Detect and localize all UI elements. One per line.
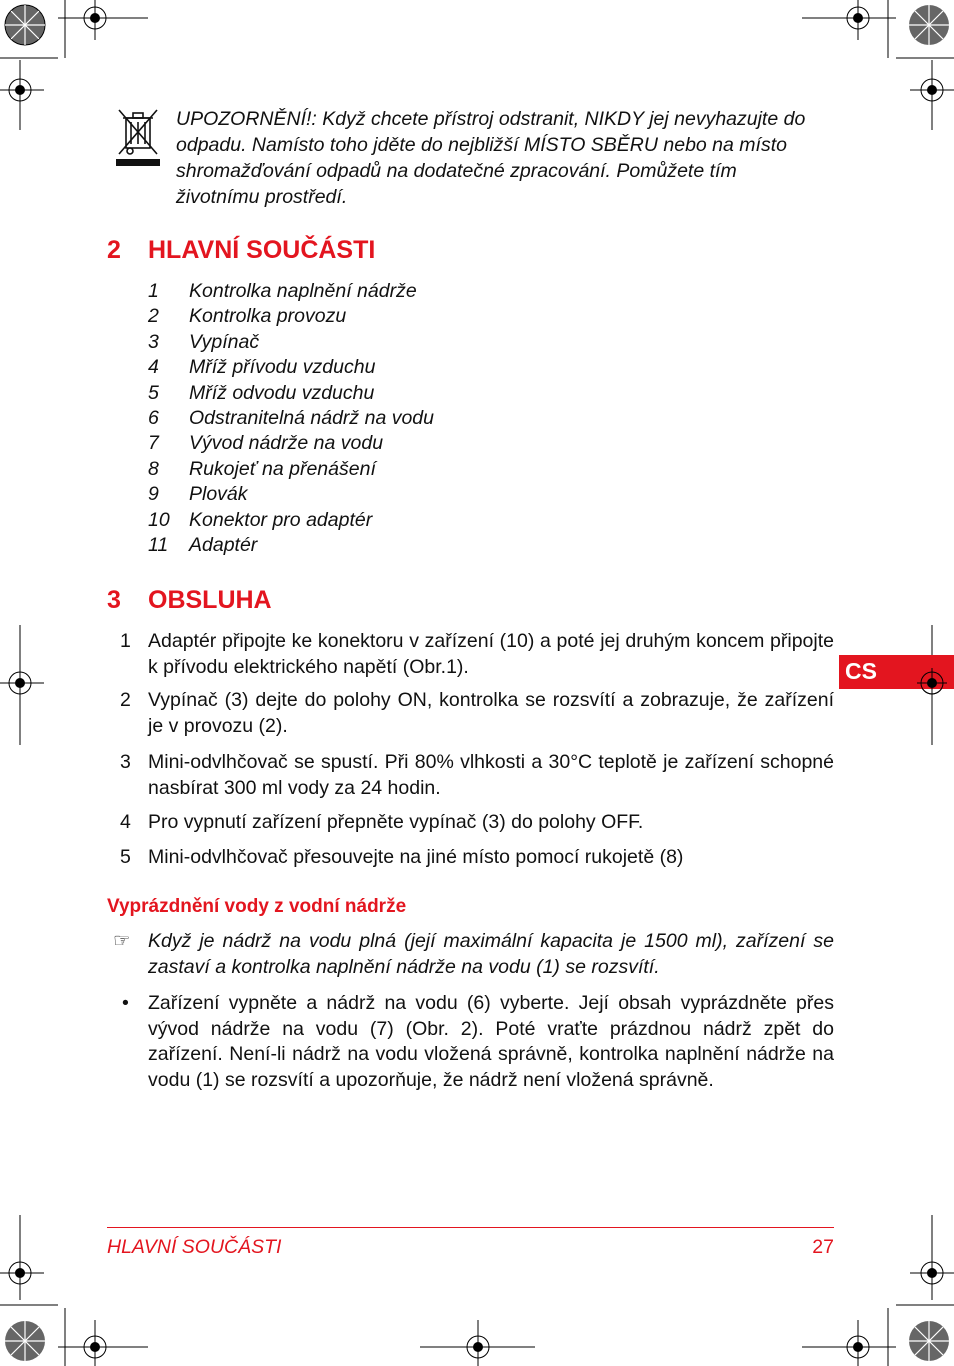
section-2-heading [107,236,607,268]
step-item: 3 Mini-odvlhčovač se spustí. Při 80% vlhkosti a 30°C teplotě je zařízení schopné nasbírat 300 ml vody za 24 hodin. [120,751,834,799]
section-3-heading [107,586,607,618]
language-tab-label: CS [845,658,877,684]
bullet-item [120,991,834,1093]
subsection-title: Vyprázdnění vody z vodní nádrže [107,896,407,917]
section-3-title: OBSLUHA [148,586,272,614]
bullet-text: Zařízení vypněte a nádrž na vodu (6) vyberte. Její obsah vyprázdněte přes vývod nádrže na vodu (7) (Obr. 2). Poté vraťte prázdnou nádrž zpět do zařízení. Není-li nádrž na vodu vložená správně, kontrolka naplnění nádrže na vodu (1) se rozsvítí a upozorňuje, že nádrž není vložená správně. [148,992,834,1091]
tab-registration-mark [917,668,947,698]
page-number: 27 [812,1236,834,1258]
crossed-out-bin-icon [113,106,163,168]
section-2-title: HLAVNÍ SOUČÁSTI [148,236,376,264]
step-item: 5 Mini-odvlhčovač přesouvejte na jiné místo pomocí rukojetě (8) [120,846,684,868]
step-item: 4 Pro vypnutí zařízení přepněte vypínač (3) do polohy OFF. [120,811,644,833]
footer-title: HLAVNÍ SOUČÁSTI [107,1236,282,1258]
footer-divider [107,1227,834,1228]
step-item: 2 Vypínač (3) dejte do polohy ON, kontrolka se rozsvítí a zobrazuje, že zařízení je v provozu (2). [120,689,834,737]
note-text: Když je nádrž na vodu plná (její maximální kapacita je 1500 ml), zařízení se zastaví a kontrolka naplnění nádrže na vodu (1) se rozsvítí. [148,930,834,978]
note-item [113,929,834,980]
step-item: 1 Adaptér připojte ke konektoru v zařízení (10) a poté jej druhým koncem připojte k přívodu elektrického napětí (Obr.1). [120,630,834,678]
section-2-number: 2 [107,236,121,264]
warning-text: UPOZORNĚNÍ!: Když chcete přístroj odstranit, NIKDY jej nevyhazujte do odpadu. Namísto toho jděte do nejbližší MÍSTO SBĚRU nebo na místo shromažďování odpadů na dodatečné zpracování. Pomůžete tím životnímu prostředí. [176,108,806,208]
section-3-number: 3 [107,586,121,614]
pointing-hand-icon: ☞ [113,930,131,952]
bullet-icon: • [122,992,129,1014]
